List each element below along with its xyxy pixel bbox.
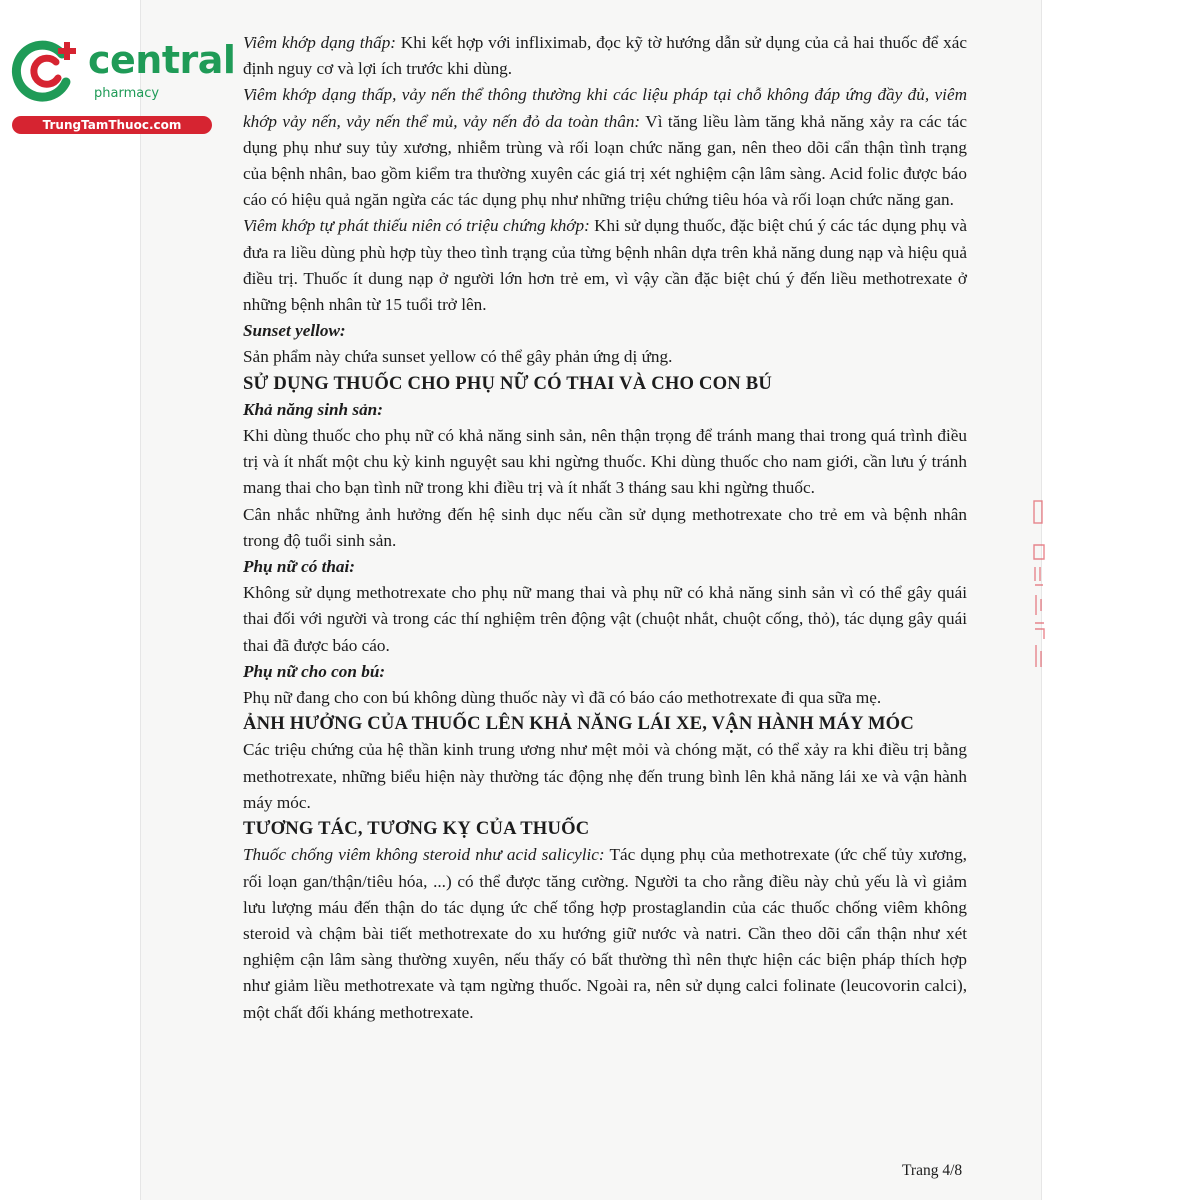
lactation-title: Phụ nữ cho con bú: bbox=[243, 661, 386, 681]
paragraph-lead: Viêm khớp dạng thấp: bbox=[243, 33, 397, 52]
fertility-title: Khả năng sinh sản: bbox=[243, 399, 383, 419]
paragraph-text: Khi kết hợp với infliximab, đọc kỹ tờ hướng dẫn sử dụng của cả hai thuốc để xác định nguy cơ và lợi ích trước khi dùng. bbox=[243, 33, 967, 79]
paragraph-text: Vì tăng liều làm tăng khả năng xảy ra các tác dụng phụ như suy tủy xương, nhiễm trùng và rối loạn chức năng gan, nên theo dõi cẩn thận tình trạng của bệnh nhân, bao gồm kiểm tra thường xuyên các giá trị xét nghiệm cận lâm sàng. Acid folic được báo cáo có hiệu quả ngăn ngừa các tác dụng phụ như những triệu chứng tiêu hóa và rối loạn chức năng gan. bbox=[243, 111, 967, 210]
section-heading-pregnancy: SỬ DỤNG THUỐC CHO PHỤ NỮ CÓ THAI VÀ CHO CON BÚ bbox=[243, 372, 772, 394]
section-heading-driving: ẢNH HƯỞNG CỦA THUỐC LÊN KHẢ NĂNG LÁI XE, VẬN HÀNH MÁY MÓC bbox=[243, 713, 914, 735]
page-number: Trang 4/8 bbox=[902, 1162, 963, 1179]
paragraph-text: Tác dụng phụ của methotrexate (ức chế tủy xương, rối loạn gan/thận/tiêu hóa, ...) có thể được tăng cường. Người ta cho rằng điều này chủ yếu là vì giảm lưu lượng máu đến thận do tác dụng ức chế tổng hợp prostaglandin của các thuốc chống viêm không steroid và chậm bài tiết methotrexate do xu hướng giữ nước và natri. Cần theo dõi cẩn thận như xét nghiệm cận lâm sàng thường xuyên, nếu thấy có bất thường thì nên thực hiện các biện pháp thích hợp như giảm liều methotrexate và tạm ngừng thuốc. Ngoài ra, nên sử dụng calci folinate (leucovorin calci), một chất đối kháng methotrexate. bbox=[243, 845, 967, 1022]
pharmacy-cross-icon bbox=[10, 38, 80, 104]
document-body bbox=[243, 30, 967, 1026]
red-stamp-mark bbox=[1026, 495, 1052, 675]
paragraph-ra-psoriasis bbox=[243, 82, 967, 213]
central-pharmacy-logo[interactable] bbox=[8, 38, 236, 138]
paragraph-lead: Viêm khớp tự phát thiếu niên có triệu chứng khớp: bbox=[243, 216, 590, 236]
fertility-text: Khi dùng thuốc cho phụ nữ có khả năng sinh sản, nên thận trọng để tránh mang thai trong quá trình điều trị và ít nhất một chu kỳ kinh nguyệt sau khi ngừng thuốc. Khi dùng thuốc cho nam giới, cần lưu ý tránh mang thai cho bạn tình nữ trong khi điều trị và ít nhất 3 tháng sau khi ngừng thuốc. bbox=[243, 426, 967, 498]
paragraph-lead: Viêm khớp dạng thấp, vảy nến thể thông thường khi các liệu pháp tại chỗ không đáp ứng đầy đủ, viêm khớp vảy nến, vảy nến thể mủ, vảy nến đỏ da toàn thân: bbox=[243, 85, 967, 131]
pregnancy-title: Phụ nữ có thai: bbox=[243, 557, 356, 577]
sunset-yellow-title: Sunset yellow: bbox=[243, 321, 346, 341]
fertility-text-2: Cân nhắc những ảnh hưởng đến hệ sinh dục nếu cần sử dụng methotrexate cho trẻ em và bệnh nhân trong độ tuổi sinh sản. bbox=[243, 504, 967, 550]
sunset-yellow-text: Sản phẩm này chứa sunset yellow có thể gây phản ứng dị ứng. bbox=[243, 347, 673, 367]
pregnancy-text: Không sử dụng methotrexate cho phụ nữ mang thai và phụ nữ có khả năng sinh sản vì có thể gây quái thai đối với người và trong các thí nghiệm trên động vật (chuột nhắt, chuột cống, thỏ), tác dụng gây quái thai đã được báo cáo. bbox=[243, 583, 967, 655]
paragraph-text: Khi sử dụng thuốc, đặc biệt chú ý các tác dụng phụ và đưa ra liều dùng phù hợp tùy theo tình trạng của từng bệnh nhân dựa trên khả năng dung nạp và hiệu quả điều trị. Thuốc ít dung nạp ở người lớn hơn trẻ em, vì vậy cần đặc biệt chú ý đến liều methotrexate ở những bệnh nhân từ 15 tuổi trở lên. bbox=[243, 216, 967, 315]
paragraph-nsaid-interaction bbox=[243, 842, 967, 1025]
logo-subtitle: pharmacy bbox=[94, 86, 160, 101]
section-heading-interactions: TƯƠNG TÁC, TƯƠNG KỴ CỦA THUỐC bbox=[243, 818, 590, 840]
paragraph-ra-infliximab bbox=[243, 30, 967, 82]
paragraph-lead: Thuốc chống viêm không steroid như acid salicylic: bbox=[243, 845, 605, 865]
logo-wordmark: central bbox=[88, 38, 236, 82]
driving-text: Các triệu chứng của hệ thần kinh trung ương như mệt mỏi và chóng mặt, có thể xảy ra khi điều trị bằng methotrexate, những biểu hiện này thường tác động nhẹ đến trung bình lên khả năng lái xe và vận hành máy móc. bbox=[243, 740, 967, 812]
paragraph-juvenile-arthritis bbox=[243, 213, 967, 318]
lactation-text: Phụ nữ đang cho con bú không dùng thuốc này vì đã có báo cáo methotrexate đi qua sữa mẹ. bbox=[243, 688, 882, 708]
logo-site-url: TrungTamThuoc.com bbox=[12, 116, 212, 134]
